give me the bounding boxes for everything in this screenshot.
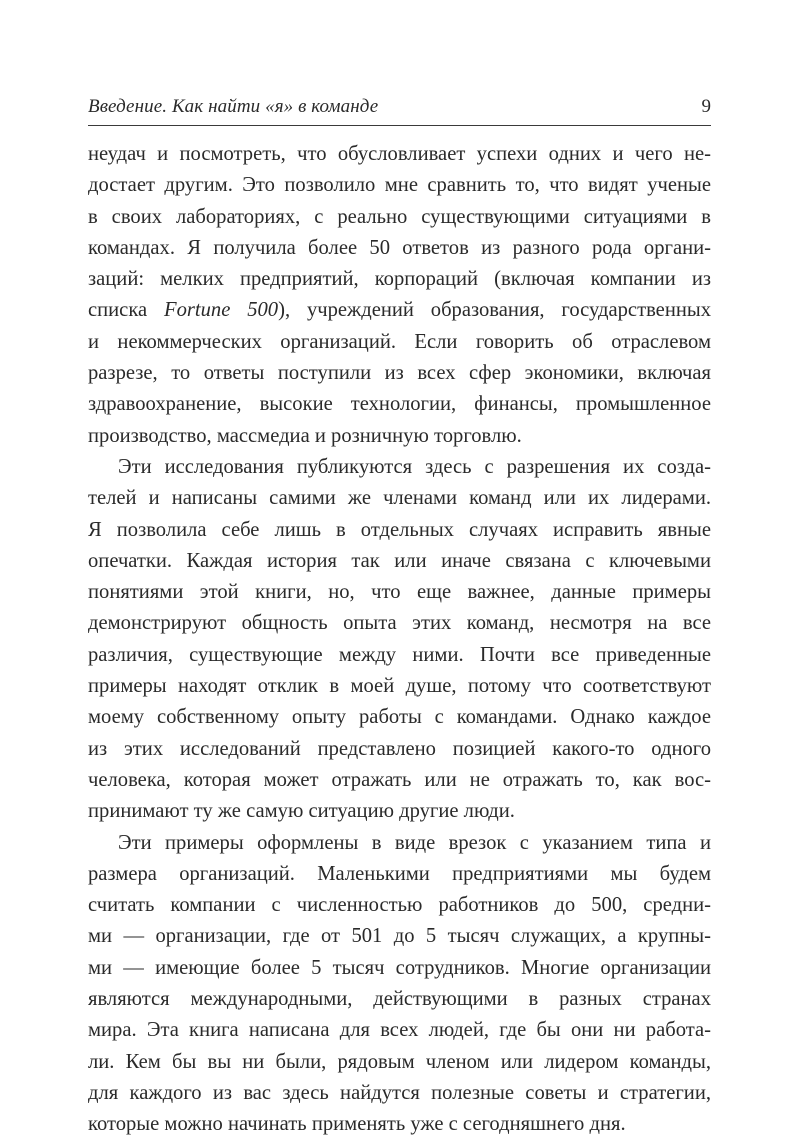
text-line: которые можно начинать применять уже с сегодняшнего дня. [88, 1113, 626, 1136]
text-fragment: списка [88, 299, 164, 322]
text-line: и некоммерческих организаций. Если говорить об отраслевом [88, 330, 711, 353]
text-line: различия, существующие между ними. Почти все приведенные [88, 643, 711, 666]
book-page [88, 94, 711, 1141]
header-rule [88, 125, 711, 126]
text-line: командах. Я получила более 50 ответов из разного рода органи- [88, 236, 711, 259]
text-fragment: ), учреждений образования, государственных [278, 299, 711, 322]
page-number: 9 [701, 96, 711, 117]
text-line: Эти исследования публикуются здесь с разрешения их созда- [118, 455, 711, 478]
text-line: понятиями этой книги, но, что еще важнее, данные примеры [88, 581, 711, 604]
text-line: считать компании с численностью работников до 500, средни- [88, 894, 711, 917]
text-line: демонстрируют общность опыта этих команд, несмотря на все [88, 612, 711, 635]
text-line: примеры находят отклик в моей душе, потому что соответствуют [88, 675, 711, 698]
text-line: моему собственному опыту работы с командами. Однако каждое [88, 706, 711, 729]
italic-title: Fortune 500 [164, 299, 279, 322]
text-line: достает другим. Это позволило мне сравнить то, что видят ученые [88, 174, 711, 197]
text-line: из этих исследований представлено позицией какого-то одного [88, 737, 711, 760]
text-line: опечатки. Каждая история так или иначе связана с ключевыми [88, 549, 711, 572]
text-line: разрезе, то ответы поступили из всех сфер экономики, включая [88, 362, 711, 385]
body-text [88, 139, 711, 1141]
text-line [88, 295, 711, 326]
running-title: Введение. Как найти «я» в команде [88, 96, 379, 117]
text-line: для каждого из вас здесь найдутся полезные советы и стратегии, [88, 1081, 711, 1104]
text-line: ми — организации, где от 501 до 5 тысяч служащих, а крупны- [88, 925, 711, 948]
text-line: здравоохранение, высокие технологии, финансы, промышленное [88, 393, 711, 416]
text-line: телей и написаны самими же членами команд или их лидерами. [88, 487, 711, 510]
text-line: производство, массмедиа и розничную торговлю. [88, 424, 522, 447]
text-line: принимают ту же самую ситуацию другие люди. [88, 800, 515, 823]
text-line: человека, которая может отражать или не отражать то, как вос- [88, 768, 711, 791]
text-line: ли. Кем бы вы ни были, рядовым членом или лидером команды, [88, 1050, 711, 1073]
text-line: мира. Эта книга написана для всех людей, где бы они ни работа- [88, 1019, 711, 1042]
text-line: ми — имеющие более 5 тысяч сотрудников. Многие организации [88, 956, 711, 979]
text-line: размера организаций. Маленькими предприятиями мы будем [88, 862, 711, 885]
text-line: неудач и посмотреть, что обусловливает успехи одних и чего не- [88, 143, 711, 165]
text-line: заций: мелких предприятий, корпораций (включая компании из [88, 268, 711, 291]
text-line: Эти примеры оформлены в виде врезок с указанием типа и [118, 831, 711, 854]
text-line: являются международными, действующими в разных странах [88, 988, 711, 1011]
running-head [88, 94, 711, 125]
text-line: Я позволила себе лишь в отдельных случаях исправить явные [88, 518, 711, 541]
text-line: в своих лабораториях, с реально существующими ситуациями в [88, 205, 711, 228]
